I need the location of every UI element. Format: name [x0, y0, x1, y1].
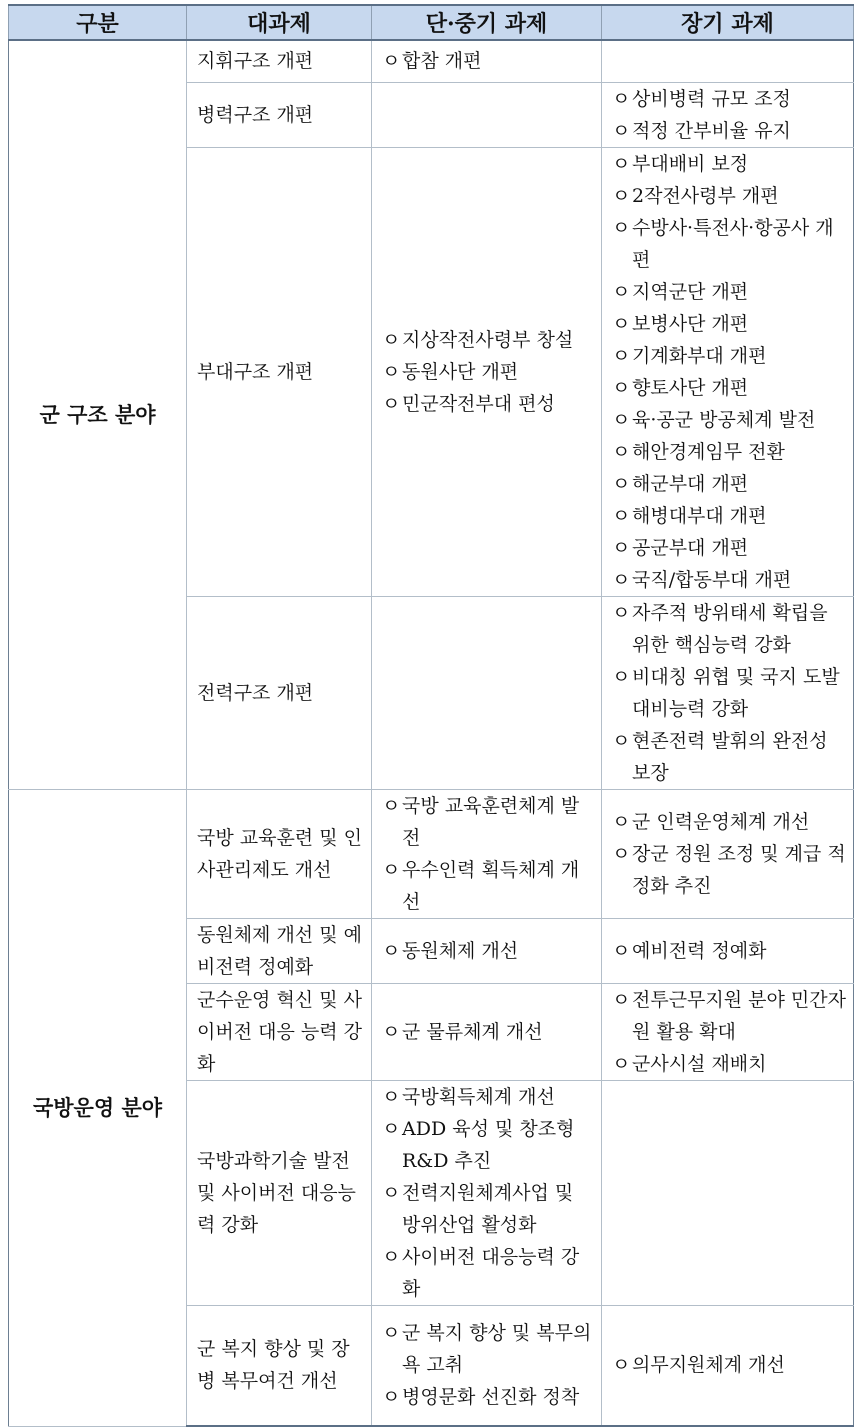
short-task-text: 전력지원체계사업 및 방위산업 활성화 — [402, 1181, 574, 1236]
long-task-text: 의무지원체계 개선 — [632, 1354, 785, 1377]
long-task-text: 현존전력 발휘의 완전성 보장 — [632, 729, 828, 784]
list-item — [382, 790, 595, 854]
bullet-icon: ㅇ — [612, 472, 631, 495]
major-task-cell: 전력구조 개편 — [187, 596, 372, 789]
long-task-text: 향토사단 개편 — [632, 376, 749, 399]
long-task-text: 군사시설 재배치 — [632, 1052, 767, 1075]
header-category: 구분 — [9, 5, 187, 40]
major-task-cell: 국방 교육훈련 및 인사관리제도 개선 — [187, 789, 372, 918]
list-item — [612, 148, 847, 180]
list-item — [382, 1081, 595, 1113]
long-task-text: 해군부대 개편 — [632, 472, 749, 495]
table-row — [9, 789, 854, 918]
list-item — [612, 1349, 847, 1381]
short-task-text: 민군작전부대 편성 — [402, 392, 555, 415]
bullet-icon: ㅇ — [612, 988, 631, 1011]
long-task-text: 상비병력 규모 조정 — [632, 87, 791, 110]
long-task-text: 2작전사령부 개편 — [632, 184, 779, 207]
short-mid-task-cell — [372, 40, 602, 82]
long-term-task-cell — [602, 1305, 854, 1426]
bullet-icon: ㅇ — [612, 939, 631, 962]
long-task-text: 기계화부대 개편 — [632, 344, 767, 367]
short-task-list — [382, 324, 595, 420]
long-task-text: 자주적 방위태세 확립을 위한 핵심능력 강화 — [632, 601, 828, 656]
list-item — [382, 1317, 595, 1381]
list-item — [612, 838, 847, 902]
major-task-cell: 군 복지 향상 및 장병 복무여건 개선 — [187, 1305, 372, 1426]
short-task-list — [382, 1317, 595, 1413]
short-task-list — [382, 935, 595, 967]
major-task-cell: 병력구조 개편 — [187, 82, 372, 147]
long-task-text: 부대배비 보정 — [632, 152, 749, 175]
bullet-icon: ㅇ — [612, 216, 631, 239]
short-mid-task-cell — [372, 1080, 602, 1305]
list-item — [612, 436, 847, 468]
list-item — [612, 372, 847, 404]
long-task-list — [612, 148, 847, 596]
long-task-text: 국직/합동부대 개편 — [632, 568, 792, 591]
bullet-icon: ㅇ — [612, 312, 631, 335]
header-row — [9, 5, 854, 40]
header-long-term-task: 장기 과제 — [602, 5, 854, 40]
bullet-icon: ㅇ — [382, 1386, 401, 1409]
bullet-icon: ㅇ — [612, 87, 631, 110]
short-mid-task-cell — [372, 983, 602, 1080]
long-task-text: 예비전력 정예화 — [632, 939, 767, 962]
bullet-icon: ㅇ — [382, 1020, 401, 1043]
long-task-text: 비대칭 위협 및 국지 도발 대비능력 강화 — [632, 665, 840, 720]
long-term-task-cell — [602, 918, 854, 983]
bullet-icon: ㅇ — [382, 939, 401, 962]
major-task-cell: 동원체제 개선 및 예비전력 정예화 — [187, 918, 372, 983]
category-cell: 국방운영 분야 — [9, 789, 187, 1426]
short-task-text: 병영문화 선진화 정착 — [402, 1386, 580, 1409]
long-task-list — [612, 935, 847, 967]
list-item — [612, 725, 847, 789]
bullet-icon: ㅇ — [612, 152, 631, 175]
list-item — [612, 276, 847, 308]
short-task-text: 동원체제 개선 — [402, 939, 519, 962]
long-task-text: 수방사·특전사·항공사 개편 — [632, 216, 834, 271]
short-task-text: 우수인력 획득체계 개선 — [402, 858, 580, 913]
reform-task-table — [8, 4, 854, 1427]
bullet-icon: ㅇ — [612, 344, 631, 367]
bullet-icon: ㅇ — [612, 119, 631, 142]
list-item — [612, 661, 847, 725]
list-item — [382, 1016, 595, 1048]
major-task-cell: 부대구조 개편 — [187, 147, 372, 596]
short-task-text: 국방획득체계 개선 — [402, 1085, 555, 1108]
long-task-text: 보병사단 개편 — [632, 312, 749, 335]
long-task-text: 해안경계임무 전환 — [632, 440, 785, 463]
list-item — [612, 340, 847, 372]
bullet-icon: ㅇ — [612, 280, 631, 303]
list-item — [382, 356, 595, 388]
list-item — [612, 404, 847, 436]
short-task-list — [382, 1016, 595, 1048]
long-term-task-cell — [602, 40, 854, 82]
header-major-task: 대과제 — [187, 5, 372, 40]
short-task-list — [382, 790, 595, 918]
table-body — [9, 40, 854, 1426]
long-term-task-cell — [602, 1080, 854, 1305]
long-task-list — [612, 1349, 847, 1381]
major-task-cell: 지휘구조 개편 — [187, 40, 372, 82]
long-task-list — [612, 597, 847, 789]
long-task-text: 전투근무지원 분야 민간자원 활용 확대 — [632, 988, 846, 1043]
bullet-icon: ㅇ — [612, 376, 631, 399]
long-task-text: 군 인력운영체계 개선 — [632, 810, 810, 833]
long-task-text: 지역군단 개편 — [632, 280, 749, 303]
long-task-text: 적정 간부비율 유지 — [632, 119, 791, 142]
list-item — [612, 564, 847, 596]
bullet-icon: ㅇ — [382, 392, 401, 415]
bullet-icon: ㅇ — [382, 1245, 401, 1268]
list-item — [612, 180, 847, 212]
list-item — [612, 308, 847, 340]
list-item — [612, 212, 847, 276]
short-mid-task-cell — [372, 918, 602, 983]
list-item — [612, 468, 847, 500]
long-term-task-cell — [602, 596, 854, 789]
list-item — [612, 532, 847, 564]
major-task-cell: 국방과학기술 발전 및 사이버전 대응능력 강화 — [187, 1080, 372, 1305]
table-row — [9, 40, 854, 82]
list-item — [382, 1241, 595, 1305]
short-task-text: 국방 교육훈련체계 발전 — [402, 794, 580, 849]
bullet-icon: ㅇ — [382, 1085, 401, 1108]
list-item — [382, 1177, 595, 1241]
short-task-text: 군 물류체계 개선 — [402, 1020, 543, 1043]
list-item — [612, 500, 847, 532]
bullet-icon: ㅇ — [612, 408, 631, 431]
short-mid-task-cell — [372, 789, 602, 918]
list-item — [382, 1113, 595, 1177]
major-task-cell: 군수운영 혁신 및 사이버전 대응 능력 강화 — [187, 983, 372, 1080]
bullet-icon: ㅇ — [382, 1181, 401, 1204]
long-task-list — [612, 984, 847, 1080]
bullet-icon: ㅇ — [612, 665, 631, 688]
list-item — [612, 115, 847, 147]
short-mid-task-cell — [372, 147, 602, 596]
list-item — [382, 935, 595, 967]
bullet-icon: ㅇ — [382, 50, 401, 73]
bullet-icon: ㅇ — [382, 858, 401, 881]
short-task-text: ADD 육성 및 창조형 R&D 추진 — [402, 1117, 575, 1172]
short-mid-task-cell — [372, 1305, 602, 1426]
short-task-text: 합참 개편 — [402, 50, 482, 73]
list-item — [612, 984, 847, 1048]
header-short-mid-task: 단·중기 과제 — [372, 5, 602, 40]
bullet-icon: ㅇ — [612, 729, 631, 752]
list-item — [382, 854, 595, 918]
bullet-icon: ㅇ — [612, 810, 631, 833]
list-item — [612, 935, 847, 967]
bullet-icon: ㅇ — [612, 504, 631, 527]
bullet-icon: ㅇ — [612, 1052, 631, 1075]
bullet-icon: ㅇ — [612, 184, 631, 207]
list-item — [382, 45, 595, 77]
list-item — [612, 83, 847, 115]
short-mid-task-cell — [372, 82, 602, 147]
long-term-task-cell — [602, 82, 854, 147]
list-item — [382, 324, 595, 356]
short-task-text: 지상작전사령부 창설 — [402, 328, 574, 351]
long-task-text: 장군 정원 조정 및 계급 적정화 추진 — [632, 842, 846, 897]
bullet-icon: ㅇ — [612, 536, 631, 559]
bullet-icon: ㅇ — [612, 440, 631, 463]
list-item — [382, 388, 595, 420]
long-task-text: 해병대부대 개편 — [632, 504, 767, 527]
short-task-text: 사이버전 대응능력 강화 — [402, 1245, 580, 1300]
task-table-wrapper — [8, 4, 854, 1427]
category-cell: 군 구조 분야 — [9, 40, 187, 789]
long-term-task-cell — [602, 147, 854, 596]
bullet-icon: ㅇ — [382, 360, 401, 383]
short-mid-task-cell — [372, 596, 602, 789]
long-term-task-cell — [602, 983, 854, 1080]
list-item — [612, 597, 847, 661]
bullet-icon: ㅇ — [382, 1117, 401, 1140]
list-item — [382, 1381, 595, 1413]
short-task-text: 동원사단 개편 — [402, 360, 519, 383]
bullet-icon: ㅇ — [612, 601, 631, 624]
short-task-list — [382, 45, 595, 77]
short-task-list — [382, 1081, 595, 1305]
bullet-icon: ㅇ — [612, 568, 631, 591]
bullet-icon: ㅇ — [612, 842, 631, 865]
long-task-text: 육·공군 방공체계 발전 — [632, 408, 816, 431]
long-task-text: 공군부대 개편 — [632, 536, 749, 559]
long-task-list — [612, 806, 847, 902]
long-term-task-cell — [602, 789, 854, 918]
bullet-icon: ㅇ — [382, 328, 401, 351]
short-task-text: 군 복지 향상 및 복무의욕 고취 — [402, 1322, 592, 1377]
list-item — [612, 806, 847, 838]
bullet-icon: ㅇ — [382, 794, 401, 817]
list-item — [612, 1048, 847, 1080]
bullet-icon: ㅇ — [612, 1354, 631, 1377]
bullet-icon: ㅇ — [382, 1322, 401, 1345]
long-task-list — [612, 83, 847, 147]
